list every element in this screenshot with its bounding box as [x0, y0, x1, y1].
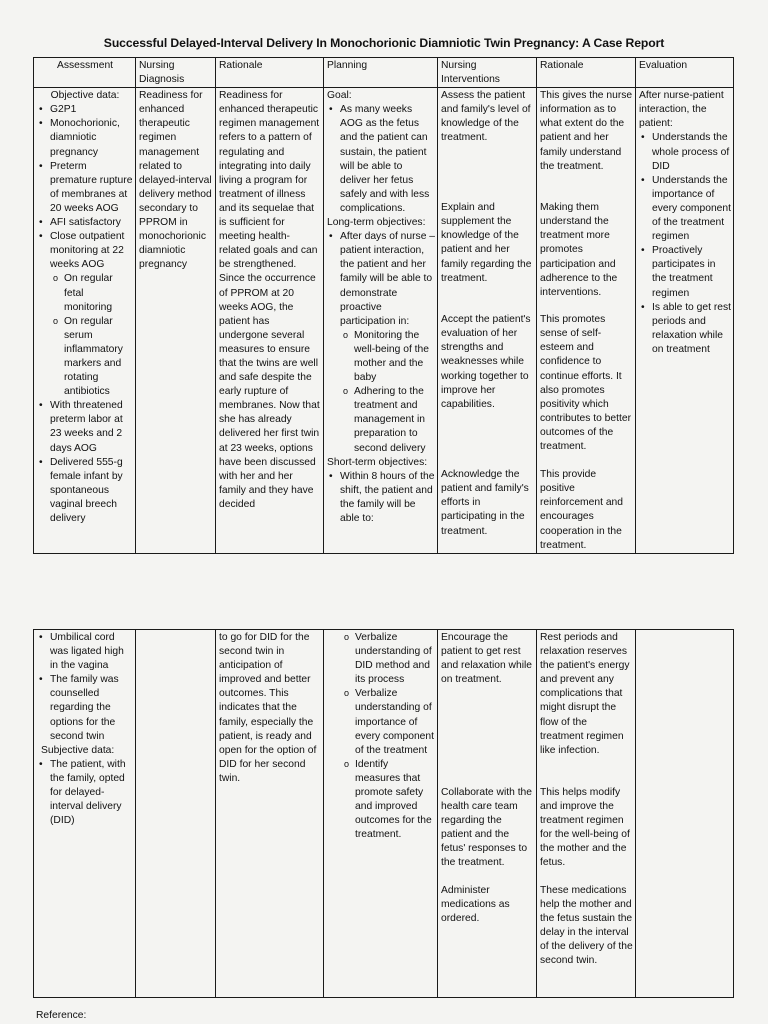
interventions-cell [438, 630, 537, 998]
list-item: • Proactively participates in the treatment regimen [652, 244, 731, 300]
rationale-cell [216, 88, 324, 554]
header-planning-label: Planning [327, 60, 368, 71]
nursing-diagnosis-cell [136, 630, 216, 998]
evaluation-cell [636, 88, 734, 554]
intervention-assess: Assess the patient and family's level of knowledge of the treatment. [441, 90, 531, 144]
rationale-2-cell [537, 88, 636, 554]
rationale-2-accept: This promotes sense of self-esteem and confidence to continue efforts. It also promotes positivity which contributes to better outcomes of the treatment. [540, 314, 632, 453]
objective-data-label: Objective data: [50, 90, 120, 102]
list-item: • Understands the importance of every component of the treatment regimen [652, 174, 731, 244]
assessment-cell [34, 630, 136, 998]
short-term-sublist [327, 631, 435, 842]
long-term-list [327, 230, 435, 456]
list-item: • G2P1 [50, 103, 133, 117]
list-item: • Is able to get rest periods and relaxation while on treatment [652, 301, 731, 357]
short-term-list [327, 470, 435, 526]
rationale-2-collaborate: This helps modify and improve the treatment regimen for the well-being of the mother and the fetus. [540, 787, 630, 869]
table-header-row [34, 58, 734, 88]
evaluation-list [639, 131, 731, 357]
rationale-text-continued: to go for DID for the second twin in anticipation of improved and better outcomes. This indicates that the family, especially the patient, is ready and open for the option of DID for her second twin. [219, 632, 317, 784]
header-assessment-label: Assessment [56, 60, 114, 71]
rationale-2-explain: Making them understand the treatment more promotes participation and adherence to the interventions. [540, 202, 618, 298]
list-item: • Delivered 555-g female infant by spontaneous vaginal breech delivery [50, 456, 133, 526]
care-plan-table-page-1 [33, 57, 734, 554]
header-nursing-interventions [438, 58, 537, 88]
list-item-text: Close outpatient monitoring at 22 weeks AOG [50, 231, 125, 271]
interventions-cell [438, 88, 537, 554]
header-rationale-2 [537, 58, 636, 88]
header-evaluation-label: Evaluation [639, 60, 688, 71]
list-item: • Monochorionic, diamniotic pregnancy [50, 117, 133, 159]
rationale-2-administer: These medications help the mother and the fetus sustain the delay in the interval of the delivery of the second twin. [540, 885, 633, 967]
rationale-cell [216, 630, 324, 998]
long-term-sublist [340, 329, 435, 456]
list-item [340, 230, 435, 456]
list-item: • Umbilical cord was ligated high in the vagina [50, 631, 133, 673]
reference-label: Reference: [36, 1010, 87, 1021]
rationale-2-cell [537, 630, 636, 998]
list-subitem: o Verbalize understanding of DID method and its process [355, 631, 435, 687]
rationale-2-assess: This gives the nurse information as to what extent do the patient and her family understand the treatment. [540, 90, 633, 172]
list-item: • Preterm premature rupture of membranes at 20 weeks AOG [50, 160, 133, 216]
planning-cell [324, 88, 438, 554]
goal-label: Goal: [327, 90, 352, 102]
list-item: • The patient, with the family, opted for delayed-interval delivery (DID) [50, 758, 133, 828]
intervention-encourage: Encourage the patient to get rest and relaxation while on treatment. [441, 632, 533, 686]
header-assessment [34, 58, 136, 88]
rationale-2-acknowledge: This provide positive reinforcement and encourages cooperation in the treatment. [540, 469, 623, 551]
document-title: Successful Delayed-Interval Delivery In Monochorionic Diamniotic Twin Pregnancy: A Case Report [103, 36, 665, 50]
assessment-list [37, 631, 133, 744]
list-item: • As many weeks AOG as the fetus and the patient can sustain, the patient will be able to deliver her fetus safely and with less complications. [340, 103, 435, 216]
header-evaluation [636, 58, 734, 88]
list-subitem: o Verbalize understanding of importance of every component of the treatment [355, 687, 435, 757]
list-subitem: o Identify measures that promote safety and improved outcomes for the treatment. [355, 758, 435, 843]
evaluation-intro: After nurse-patient interaction, the patient: [639, 90, 724, 130]
list-subitem: o Monitoring the well-being of the mother and the baby [354, 329, 435, 385]
intervention-explain: Explain and supplement the knowledge of the patient and her family regarding the treatment. [441, 202, 532, 284]
header-planning [324, 58, 438, 88]
header-rationale-2-label: Rationale [540, 60, 584, 71]
list-item-text: After days of nurse – patient interaction, the patient and her family will be able to demonstrate proactive participation in: [340, 231, 436, 327]
subjective-data-label: Subjective data: [41, 744, 115, 756]
intervention-administer: Administer medications as ordered. [441, 885, 510, 925]
list-subitem: o Adhering to the treatment and management in preparation to second delivery [354, 385, 435, 455]
planning-cell [324, 630, 438, 998]
header-rationale-label: Rationale [219, 60, 263, 71]
nursing-diagnosis-text: Readiness for enhanced therapeutic regimen management related to delayed-interval delivery method secondary to PPROM in monochorionic diamniotic pregnancy [139, 90, 212, 271]
assessment-cell [34, 88, 136, 554]
list-item: • Understands the whole process of DID [652, 131, 731, 173]
list-subitem: o On regular fetal monitoring [64, 272, 133, 314]
monitoring-sublist [50, 272, 133, 399]
list-subitem: o On regular serum inflammatory markers and rotating antibiotics [64, 315, 133, 400]
header-rationale [216, 58, 324, 88]
intervention-acknowledge: Acknowledge the patient and family's efforts in participating in the treatment. [441, 469, 529, 537]
list-item: • AFI satisfactory [50, 216, 133, 230]
rationale-text: Readiness for enhanced therapeutic regimen management refers to a pattern of regulating and integrating into daily living a program for treatment of illness and its sequelae that is sufficient for meeting health-related goals and can be strengthened. Since the occurrence of PPROM at 20 weeks AOG, the patient has undergone several measures to ensure that the twins are well and safe despite the early rupture of membranes. Now that she has already delivered her first twin at 23 weeks, options have been discussed with her and her family and they have decided [219, 90, 320, 510]
header-nursing-diagnosis-label: Nursing Diagnosis [139, 60, 185, 86]
list-item: • The family was counselled regarding the options for the second twin [50, 673, 133, 743]
header-nursing-interventions-label: Nursing Interventions [441, 60, 500, 86]
care-plan-table-page-2 [33, 629, 734, 998]
subjective-list [37, 758, 133, 828]
intervention-accept: Accept the patient's evaluation of her strengths and weaknesses while working together to improve her capabilities. [441, 314, 531, 410]
goal-list [327, 103, 435, 216]
nursing-diagnosis-cell [136, 88, 216, 554]
list-item: • With threatened preterm labor at 23 weeks and 2 days AOG [50, 399, 133, 455]
list-item [50, 230, 133, 399]
list-item: • Within 8 hours of the shift, the patient and the family will be able to: [340, 470, 435, 526]
evaluation-cell [636, 630, 734, 998]
long-term-objectives-label: Long-term objectives: [327, 217, 426, 229]
table-body-row [34, 88, 734, 554]
assessment-list [37, 103, 133, 526]
table-body-row [34, 630, 734, 998]
intervention-collaborate: Collaborate with the health care team regarding the patient and the fetus' responses to the treatment. [441, 787, 533, 869]
short-term-objectives-label: Short-term objectives: [327, 456, 428, 468]
rationale-2-encourage: Rest periods and relaxation reserves the patient's energy and prevent any complications that might disrupt the flow of the treatment regimen like infection. [540, 632, 630, 756]
header-nursing-diagnosis [136, 58, 216, 88]
